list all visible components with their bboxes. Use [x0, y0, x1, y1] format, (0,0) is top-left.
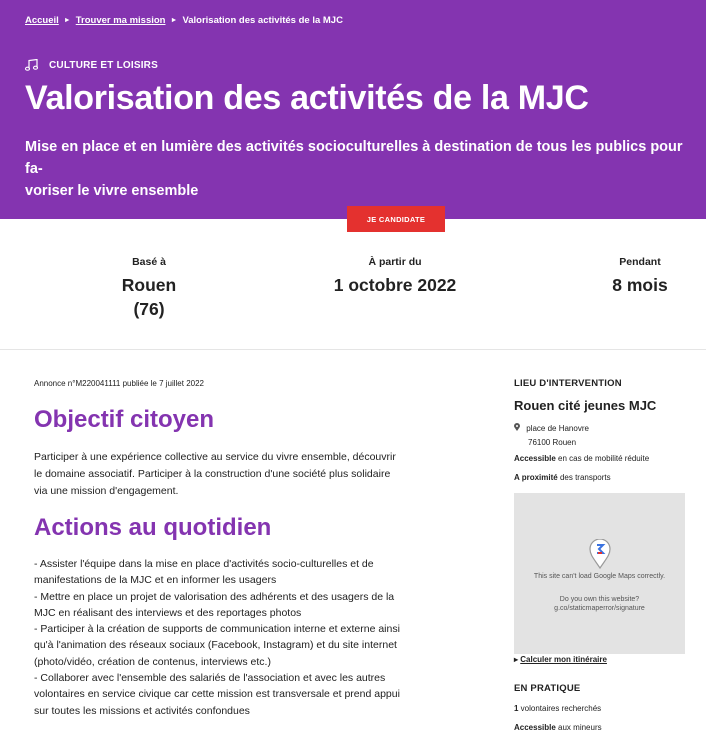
map-error-message: This site can't load Google Maps correctly.: [533, 573, 666, 580]
accessibility-info: [514, 454, 649, 463]
minors-info: [514, 723, 602, 732]
location-department: (76): [133, 299, 165, 319]
volunteers-info: [514, 704, 601, 713]
map-owner-message: [514, 595, 685, 613]
map-owner-question: Do you own this website?: [559, 596, 640, 603]
breadcrumb-find-mission-link[interactable]: Trouver ma mission: [75, 15, 166, 26]
accessibility-bold: Accessible: [514, 454, 556, 463]
subtitle-line-1: Mise en place et en lumière des activités socioculturelles à destination de tous les publics pour fa-: [25, 139, 683, 177]
section-title-objective: Objectif citoyen: [34, 406, 215, 433]
hero-banner: [0, 0, 706, 219]
volunteers-count: 1: [514, 704, 519, 713]
section-title-actions: Actions au quotidien: [34, 514, 272, 541]
minors-bold: Accessible: [514, 723, 556, 732]
map-embed[interactable]: [514, 493, 685, 654]
page-subtitle: [25, 136, 693, 202]
breadcrumb-separator-icon: ►: [170, 17, 178, 24]
duration-label: Pendant: [619, 256, 661, 268]
list-item: - Mettre en place un projet de valorisation des adhérents et des usagers de la MJC en réalisant des interviews et des reportages photos: [34, 590, 395, 619]
address-line-1: place de Hanovre: [526, 424, 589, 433]
breadcrumb-separator-icon: ►: [63, 17, 71, 24]
transport-bold: A proximité: [514, 473, 558, 482]
transport-text: des transports: [557, 473, 611, 482]
breadcrumb-current: Valorisation des activités de la MJC: [182, 15, 343, 26]
volunteers-text: volontaires recherchés: [518, 704, 602, 713]
practical-section-title: EN PRATIQUE: [514, 683, 581, 694]
start-date-stat: [300, 256, 490, 297]
itinerary-label: Calculer mon itinéraire: [520, 655, 607, 664]
announcement-reference: Annonce n°M220041111 publiée le 7 juillet 2022: [34, 379, 204, 388]
start-date-label: À partir du: [368, 256, 422, 268]
page-title: Valorisation des activités de la MJC: [25, 79, 589, 117]
list-item: - Participer à la création de supports de communication interne et externe ainsi qu'à l'animation des réseaux sociaux (Facebook, Instagram) et du site internet (photo/vidéo, création de contenus, interviews etc.): [34, 623, 400, 668]
subtitle-line-2: voriser le vivre ensemble: [25, 183, 199, 199]
location-section-title: LIEU D'INTERVENTION: [514, 378, 622, 389]
location-stat: [100, 256, 198, 321]
mission-category: [25, 59, 158, 71]
list-item: - Assister l'équipe dans la mise en place d'activités socio-culturelles et de manifestations de la MJC et en informer les usagers: [34, 558, 374, 587]
category-label: CULTURE ET LOISIRS: [49, 59, 158, 71]
actions-list: [34, 556, 414, 719]
location-city: Rouen: [121, 275, 177, 295]
address-line-2: 76100 Rouen: [528, 438, 577, 447]
mission-description: [34, 379, 414, 717]
location-pin-icon: [514, 422, 524, 436]
list-item: - Collaborer avec l'ensemble des salariés de l'association et avec les autres volontaires en service civique car cette mission est transversale et prend appui sur toutes les missions et activités confondues: [34, 672, 400, 717]
start-date-value: 1 octobre 2022: [333, 275, 457, 295]
apply-button[interactable]: JE CANDIDATE: [347, 206, 445, 232]
sidebar: [514, 378, 686, 732]
accessibility-text: en cas de mobilité réduite: [555, 454, 650, 463]
venue-address: [514, 422, 589, 450]
breadcrumb: [25, 15, 343, 26]
map-owner-link: g.co/staticmaperror/signature: [554, 605, 645, 612]
objective-text: Participer à une expérience collective au service du vivre ensemble, découvrir le domaine associatif. Participer à la construction d'une société plus solidaire via une mission d'engagement.: [34, 451, 396, 497]
transport-info: [514, 473, 611, 482]
duration-value: 8 mois: [612, 275, 668, 295]
breadcrumb-home-link[interactable]: Accueil: [25, 15, 59, 26]
map-error-logo-icon: [589, 539, 611, 569]
venue-name: Rouen cité jeunes MJC: [514, 398, 657, 413]
play-arrow-icon: ▸: [514, 655, 521, 664]
duration-stat: [590, 256, 690, 297]
music-note-icon: [25, 59, 39, 71]
location-label: Basé à: [132, 256, 166, 268]
mission-key-info: [0, 219, 706, 350]
minors-text: aux mineurs: [555, 723, 602, 732]
itinerary-link[interactable]: [514, 655, 607, 664]
